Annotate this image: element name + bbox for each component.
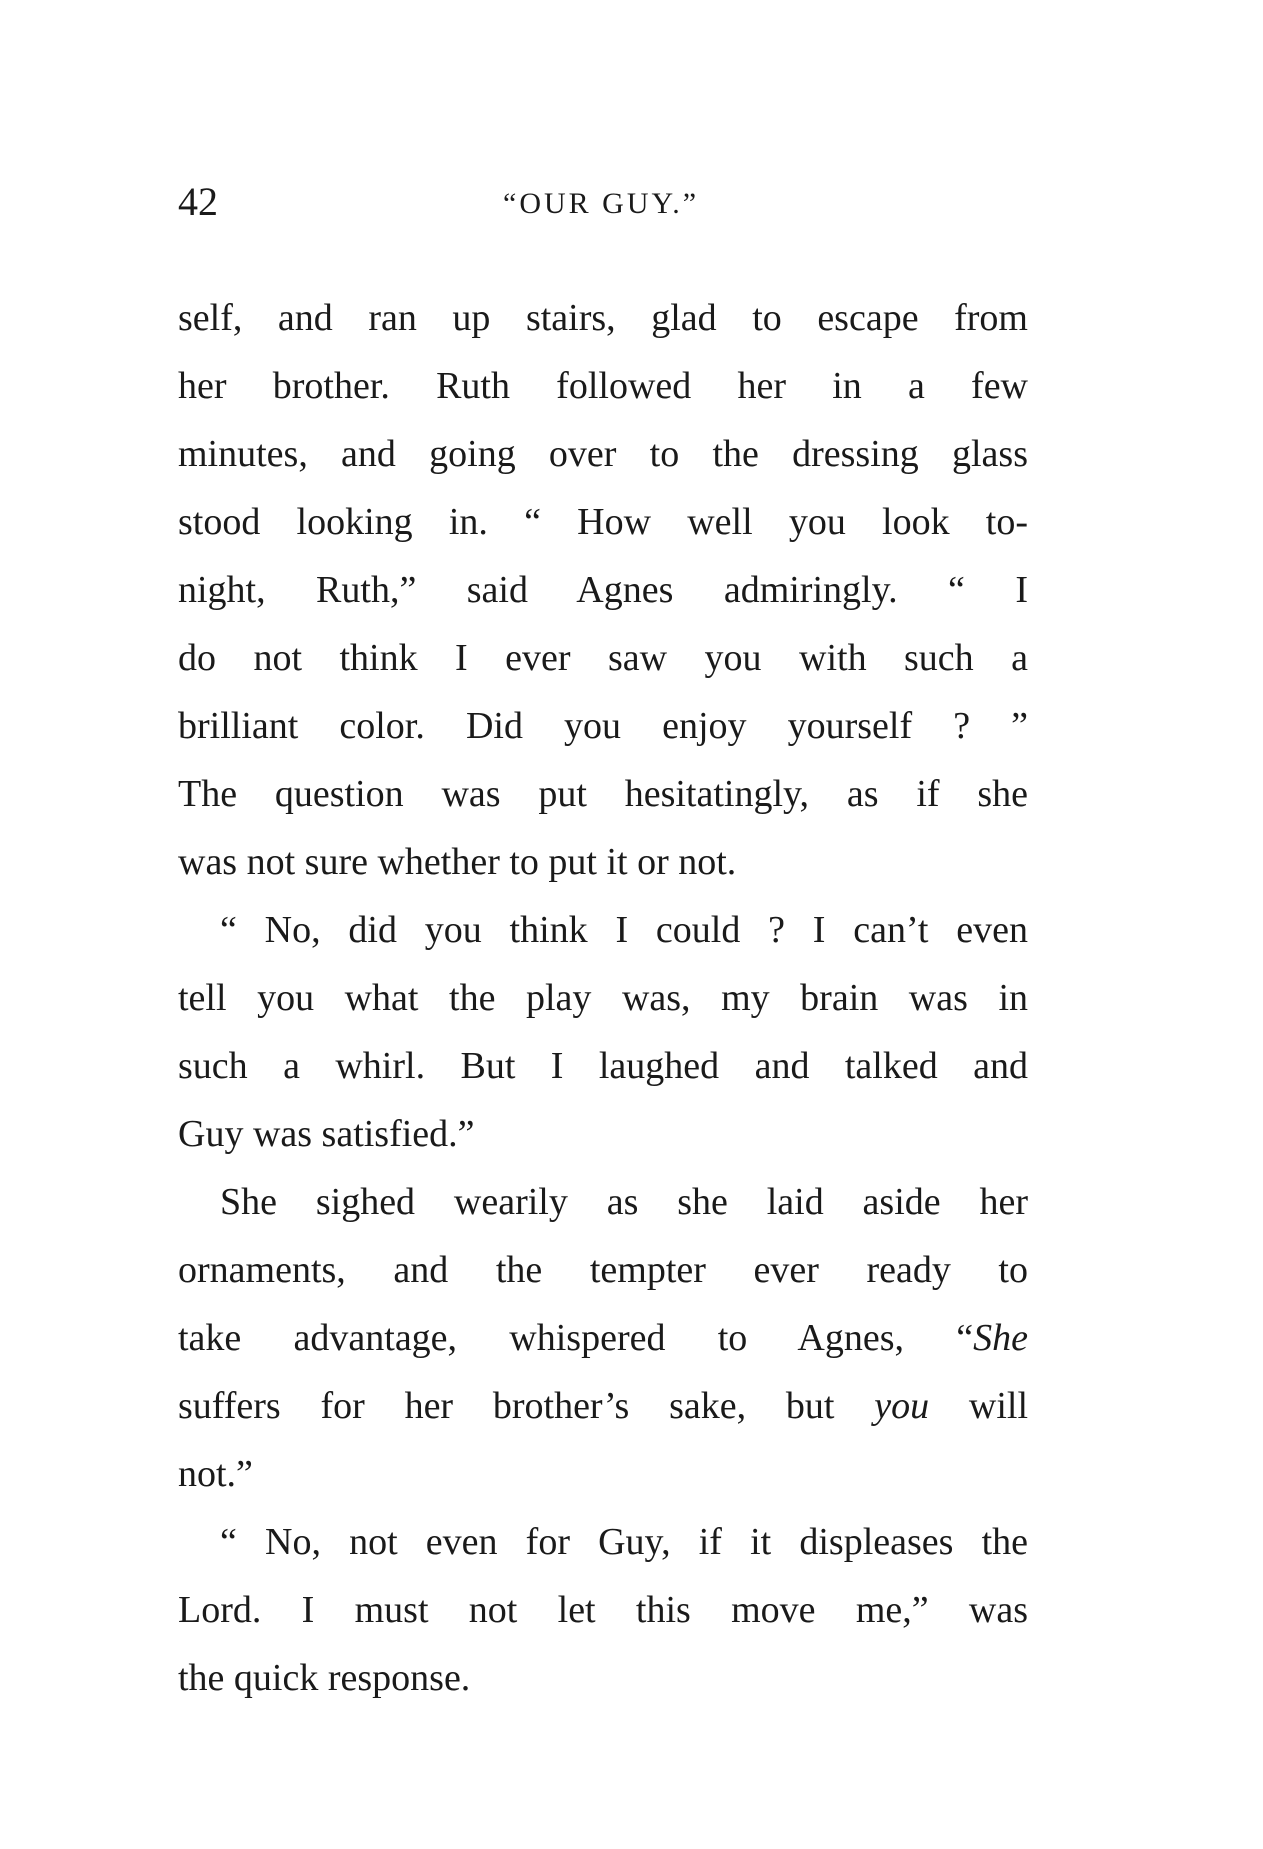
text-line-mixed bbox=[178, 1372, 1028, 1440]
text-line: Lord. I must not let this move me,” was bbox=[178, 1589, 1028, 1631]
text-line: not.” bbox=[178, 1453, 253, 1495]
text-line: “ No, not even for Guy, if it displeases the bbox=[220, 1521, 1028, 1563]
text-line-mixed bbox=[178, 1304, 1028, 1372]
text-fragment: take advantage, whispered to Agnes, “ bbox=[178, 1317, 974, 1359]
text-line: She sighed wearily as she laid aside her bbox=[220, 1181, 1028, 1223]
text-line: ornaments, and the tempter ever ready to bbox=[178, 1249, 1028, 1291]
text-line: self, and ran up stairs, glad to escape from bbox=[178, 297, 1028, 339]
text-line: minutes, and going over to the dressing glass bbox=[178, 433, 1028, 475]
text-line: brilliant color. Did you enjoy yourself ? ” bbox=[178, 705, 1028, 747]
italic-word: you bbox=[874, 1385, 930, 1427]
running-head bbox=[178, 176, 1028, 236]
text-line: do not think I ever saw you with such a bbox=[178, 637, 1028, 679]
running-title: “OUR GUY.” bbox=[503, 187, 700, 220]
text-line: night, Ruth,” said Agnes admiringly. “ I bbox=[178, 569, 1028, 611]
text-fragment: suffers for her brother’s sake, but bbox=[178, 1385, 835, 1427]
text-line: the quick response. bbox=[178, 1657, 471, 1699]
text-line: Guy was satisfied.” bbox=[178, 1113, 475, 1155]
text-line: “ No, did you think I could ? I can’t even bbox=[220, 909, 1028, 951]
text-line: such a whirl. But I laughed and talked and bbox=[178, 1045, 1028, 1087]
text-line: tell you what the play was, my brain was in bbox=[178, 977, 1028, 1019]
body-text bbox=[178, 284, 1028, 1712]
text-line: The question was put hesitatingly, as if she bbox=[178, 773, 1028, 815]
text-fragment: will bbox=[968, 1385, 1028, 1427]
italic-word: She bbox=[973, 1317, 1028, 1359]
page-number: 42 bbox=[178, 179, 218, 224]
text-line: her brother. Ruth followed her in a few bbox=[178, 365, 1028, 407]
text-line: was not sure whether to put it or not. bbox=[178, 841, 737, 883]
text-line: stood looking in. “ How well you look to- bbox=[178, 501, 1028, 543]
